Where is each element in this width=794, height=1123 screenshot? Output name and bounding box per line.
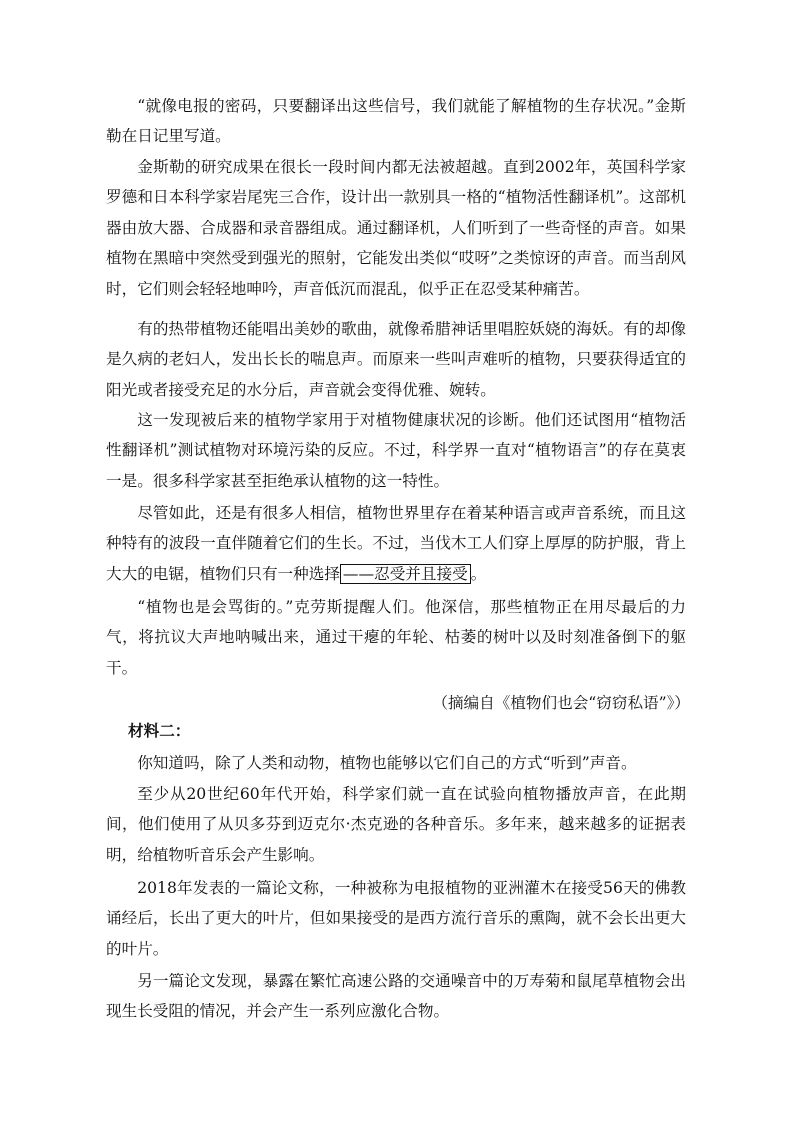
- paragraph-plant-language-belief: [106, 498, 686, 589]
- source-citation: （摘编自《植物们也会“窃窃私语”》）: [432, 694, 690, 712]
- boxed-phrase: ——忍受并且接受: [340, 564, 471, 584]
- paragraph-plants-hear: 你知道吗，除了人类和动物，植物也能够以它们自己的方式“听到”声音。: [137, 754, 637, 772]
- paragraph-kingsley-quote: “就像电报的密码，只要翻译出这些信号，我们就能了解植物的生存状况。”金斯勒在日记里写道。: [106, 97, 686, 146]
- paragraph-2018-study: 2018年发表的一篇论文称，一种被称为电报植物的亚洲灌木在接受56天的佛教诵经后，长出了更大的叶片，但如果接受的是西方流行音乐的熏陶，就不会长出更大的叶片。: [106, 879, 686, 958]
- paragraph-traffic-noise: 另一篇论文发现，暴露在繁忙高速公路的交通噪音中的万寿菊和鼠尾草植物会出现生长受阻的情况，并会产生一系列应激化合物。: [106, 972, 686, 1021]
- paragraph-diagnosis: 这一发现被后来的植物学家用于对植物健康状况的诊断。他们还试图用“植物活性翻译机”测试植物对环境污染的反应。不过，科学界一直对“植物语言”的存在莫衷一是。很多科学家甚至拒绝承认植物的这一特性。: [106, 411, 686, 490]
- paragraph-plants-protest: “植物也是会骂街的。”克劳斯提醒人们。他深信，那些植物正在用尽最后的力气，将抗议大声地呐喊出来，通过干瘪的年轮、枯萎的树叶以及时刻准备倒下的躯干。: [106, 598, 686, 677]
- paragraph-music-experiments: 至少从20世纪60年代开始，科学家们就一直在试验向植物播放声音，在此期间，他们使用了从贝多芬到迈克尔·杰克逊的各种音乐。多年来，越来越多的证据表明，给植物听音乐会产生影响。: [106, 785, 686, 864]
- paragraph-end: 。: [470, 564, 487, 583]
- paragraph-tropical-plants: 有的热带植物还能唱出美妙的歌曲，就像希腊神话里唱腔妖娆的海妖。有的却像是久病的老妇人，发出长长的喘息声。而原来一些叫声难听的植物，只要获得适宜的阳光或者接受充足的水分后，声音就会变得优雅、婉转。: [106, 320, 686, 399]
- section-heading-material-two: 材料二：: [128, 721, 191, 740]
- paragraph-translation-machine: 金斯勒的研究成果在很长一段时间内都无法被超越。直到2002年，英国科学家罗德和日本科学家岩尾宪三合作，设计出一款别具一格的“植物活性翻译机”。这部机器由放大器、合成器和录音器组成。通过翻译机，人们听到了一些奇怪的声音。如果植物在黑暗中突然受到强光的照射，它能发出类似“哎呀”之类惊讶的声音。而当刮风时，它们则会轻轻地呻吟，声音低沉而混乱，似乎正在忍受某种痛苦。: [106, 158, 686, 298]
- paragraph-text: 尽管如此，还是有很多人相信，植物世界里存在着某种语言或声音系统，而且这种特有的波段一直伴随着它们的生长。不过，当伐木工人们穿上厚厚的防护服，背上大大的电锯，植物们只有一种选择: [106, 504, 686, 583]
